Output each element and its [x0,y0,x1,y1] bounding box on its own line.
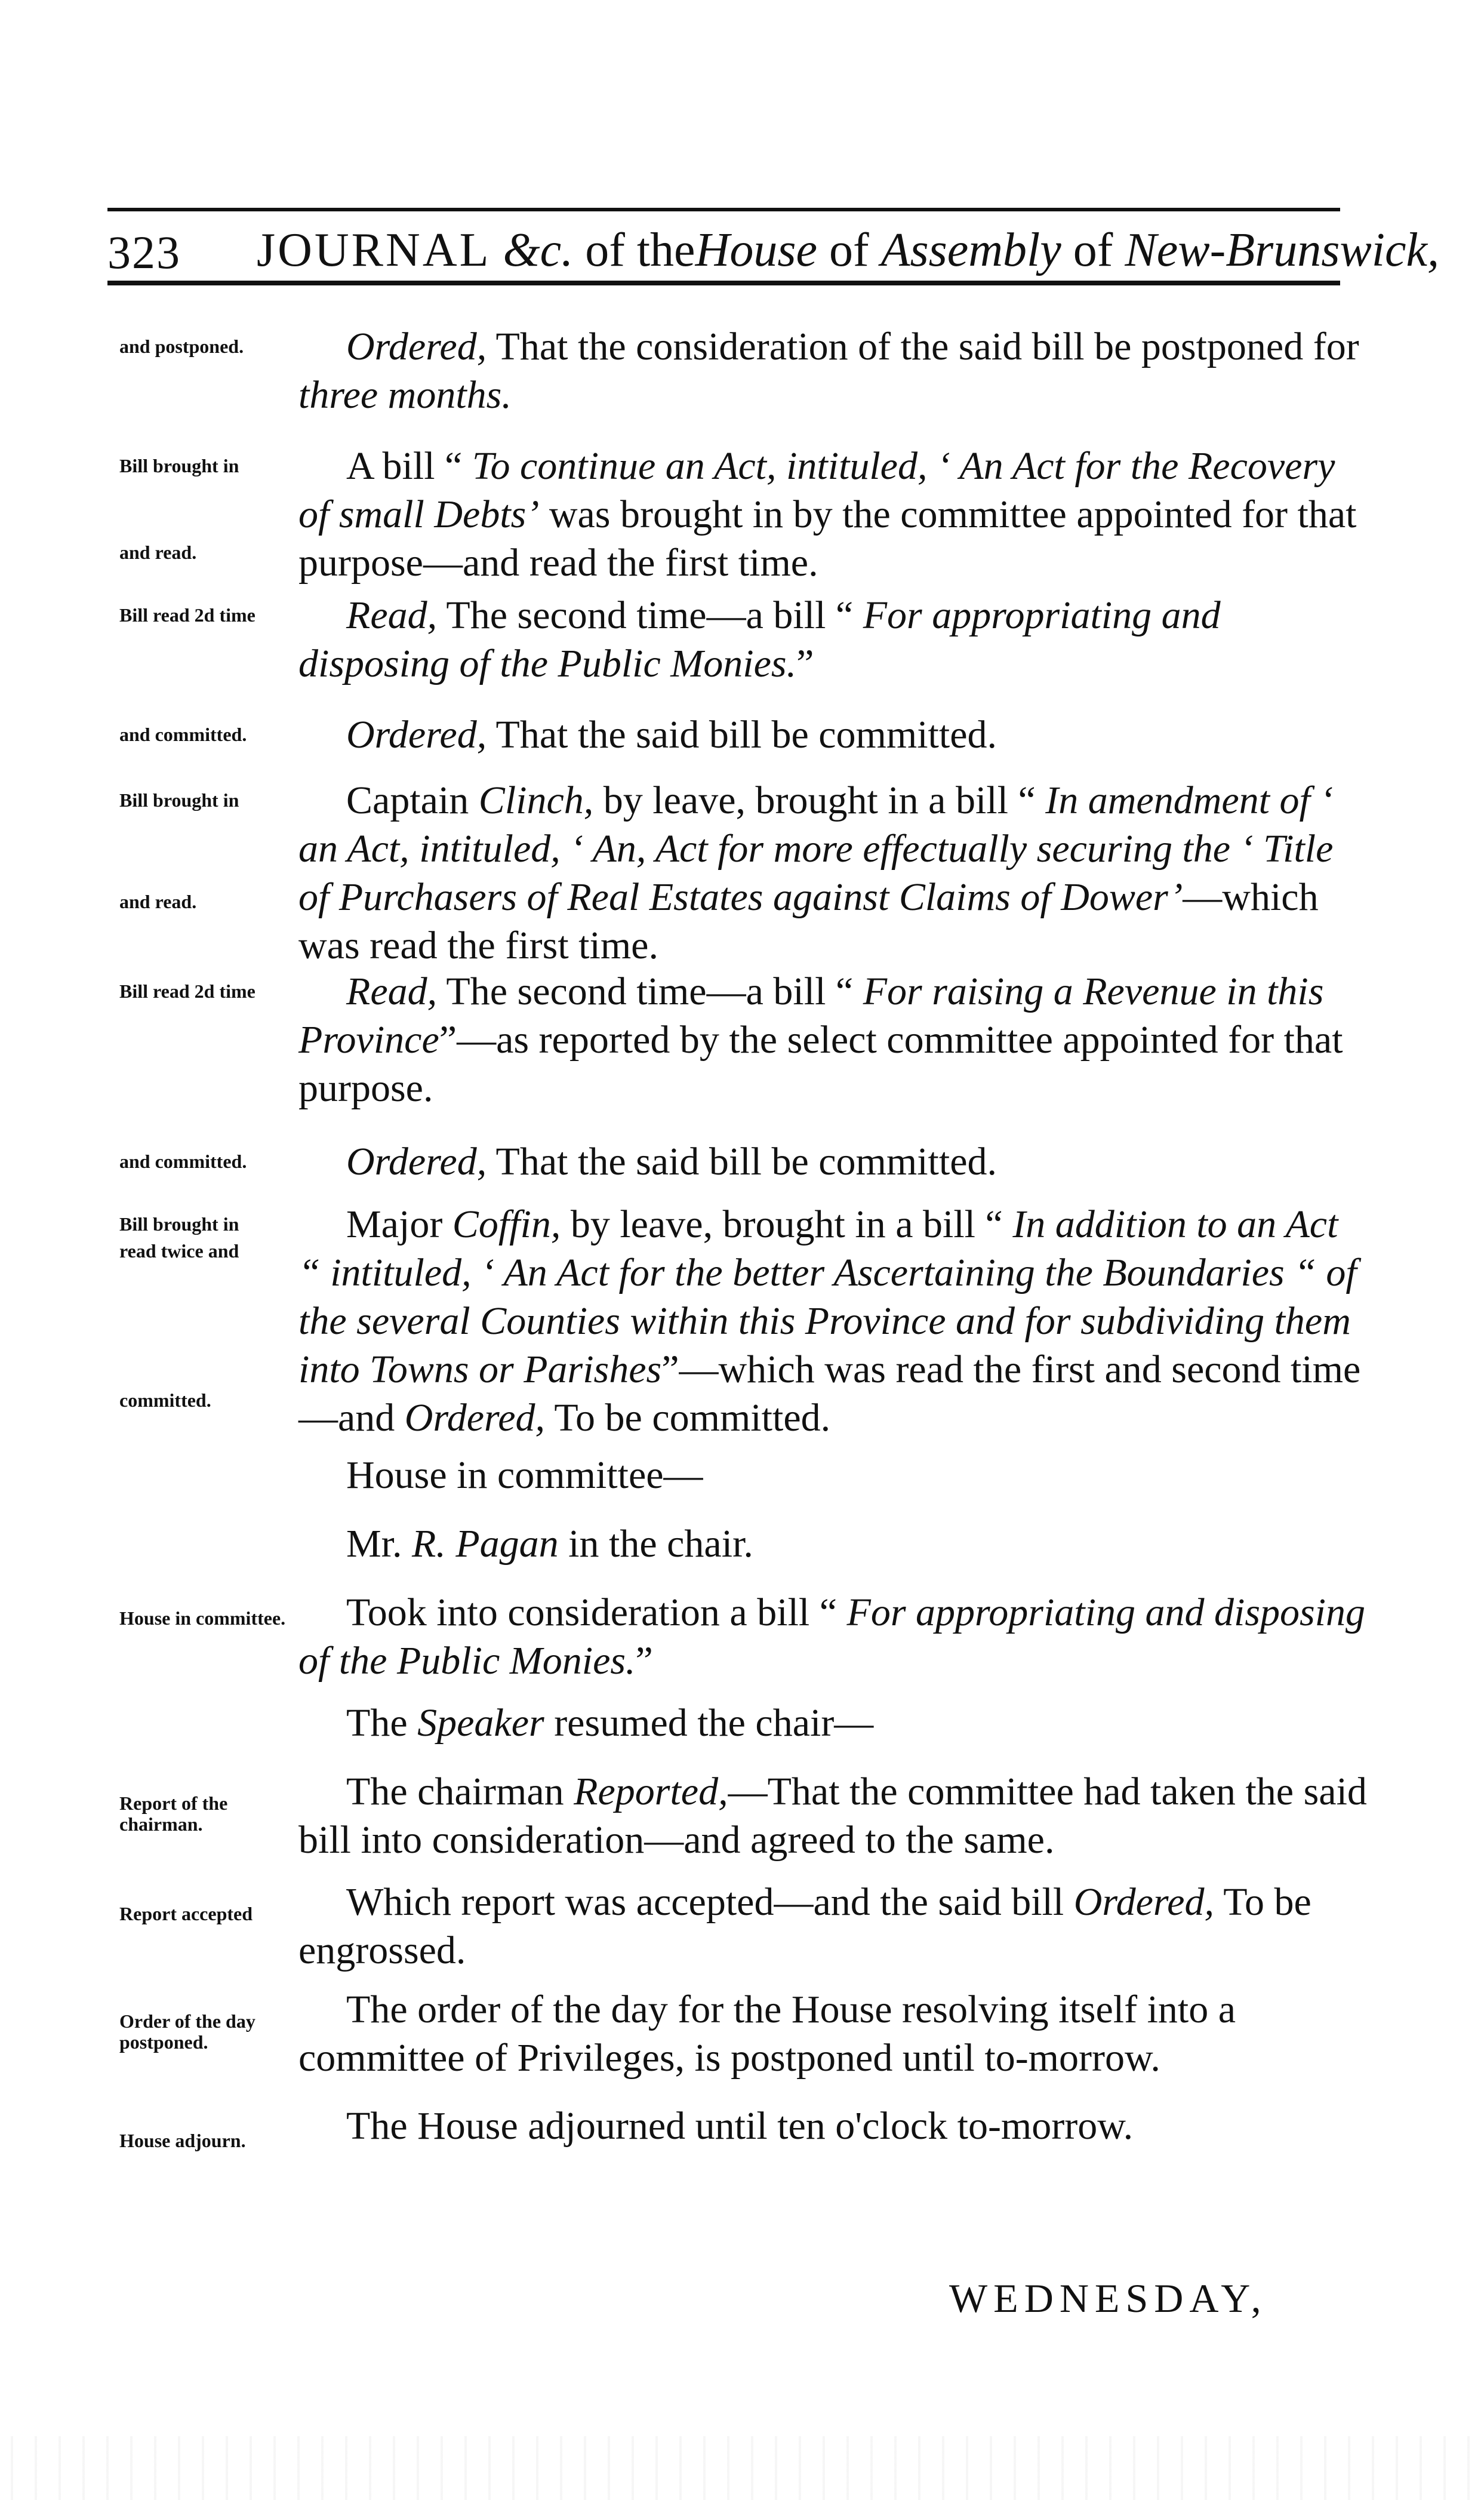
margin-note: postponed. [119,2031,208,2053]
entry-text [298,1451,1367,1499]
margin-note: committed. [119,1389,211,1411]
entry-text [298,1588,1367,1685]
text-run: ”—which was read the first and second time—and [298,1348,1361,1440]
text-run: The second time—a bill “ [437,594,863,637]
margin-note: Bill brought in [119,1213,239,1235]
entry-text [298,1137,1367,1186]
entry-text [298,1200,1367,1442]
italic-run: Reported, [574,1770,728,1813]
text-run: That the said bill be committed. [487,713,997,757]
margin-note: and postponed. [119,336,244,357]
margin-note: House adjourn. [119,2130,246,2151]
margin-note: Bill brought in [119,455,239,476]
text-run: That the said bill be committed. [487,1140,997,1183]
title-of-the: of the [585,224,695,276]
title-assembly: Assembly [880,224,1061,276]
italic-run: R. Pagan [412,1522,559,1566]
margin-note: read twice and [119,1240,239,1262]
entry-text [298,2102,1367,2150]
italic-run: In addition to an Act “ intituled, ‘ An Act for the better Ascertaining the Boundaries “ of the several Counties within this Province and for subdividing them into Towns or Parishes [298,1203,1357,1391]
text-run: was brought in by the committee appointed for that purpose—and read the first time. [298,493,1357,585]
text-run: To be engrossed. [298,1880,1311,1972]
italic-run: Ordered, [346,713,487,757]
italic-run: three months. [298,373,512,417]
title-province: New-Brunswick, [1125,224,1440,276]
italic-run: To continue an Act, intituled, ‘ An Act for the Recovery of small Debts’ [298,444,1335,536]
margin-note: and committed. [119,1151,247,1172]
italic-run: For appropriating and disposing of the Public Monies. [298,1591,1366,1683]
entry-text [298,776,1367,970]
header-bottom-rule [107,281,1340,285]
margin-note: and committed. [119,724,247,745]
page-edge-texture [0,2436,1484,2500]
italic-run: Ordered, [1073,1880,1214,1924]
text-run: The chairman [346,1770,574,1813]
entry-text [298,591,1367,688]
margin-note: Order of the day [119,2010,255,2032]
title-etc: &c. [503,224,574,276]
entry-text [298,322,1367,419]
italic-run: Coffin, [452,1203,561,1246]
italic-run: Read, [346,970,438,1013]
italic-run: Ordered, [346,325,487,368]
entry-text [298,442,1367,587]
entry-text [298,1699,1367,1747]
margin-note: Bill read 2d time [119,604,255,626]
text-run: resumed the chair— [544,1701,874,1745]
text-run: House in committee— [346,1453,703,1497]
text-run: Mr. [346,1522,412,1566]
italic-run: Clinch, [478,779,594,822]
title-journal: JOURNAL [257,224,491,276]
margin-note: and read. [119,542,197,563]
italic-run: Read, [346,594,438,637]
italic-run: For appropriating and disposing of the Public Monies. [298,594,1221,685]
text-run: Took into consideration a bill “ [346,1591,847,1634]
text-run: in the chair. [558,1522,753,1566]
entry-text [298,1767,1367,1864]
header-top-rule [107,208,1340,211]
text-run: That the consideration of the said bill be postponed for [487,325,1359,368]
margin-note: chairman. [119,1813,203,1835]
text-run: The [346,1701,418,1745]
italic-run: In amendment of ‘ an Act, intituled, ‘ An, Act for more effectually securing the ‘ Title of Purchasers of Real Estates against Claims of Dower’ [298,779,1334,919]
text-run: —which was read the first time. [298,875,1319,967]
title-of: of [829,224,869,276]
entry-text [298,1985,1367,2082]
text-run: —That the committee had taken the said bill into consideration—and agreed to the same. [298,1770,1367,1862]
running-title [257,223,1439,278]
margin-note: and read. [119,891,197,912]
italic-run: Ordered, [404,1396,546,1440]
text-run: ” [635,1639,653,1683]
margin-note: Report accepted [119,1903,253,1924]
margin-note: Bill brought in [119,789,239,811]
title-house: House [695,224,817,276]
page-number: 323 [107,226,181,278]
catchword: WEDNESDAY, [949,2275,1267,2321]
text-run: ” [796,642,814,685]
entry-text [298,1878,1367,1975]
entry-text [298,1520,1367,1568]
text-run: Major [346,1203,452,1246]
margin-note: Bill read 2d time [119,980,255,1002]
italic-run: Ordered, [346,1140,487,1183]
text-run: by leave, brought in a bill “ [593,779,1046,822]
running-header [107,222,1440,279]
text-run: by leave, brought in a bill “ [561,1203,1013,1246]
text-run: The second time—a bill “ [437,970,863,1013]
text-run: ”—as reported by the select committee appointed for that purpose. [298,1018,1343,1110]
text-run: A bill “ [346,444,472,488]
text-run: The order of the day for the House resolving itself into a committee of Privileges, is postponed until to-morrow. [298,1988,1236,2080]
text-run: Captain [346,779,479,822]
text-run: To be committed. [545,1396,831,1440]
margin-note: Report of the [119,1792,228,1814]
text-run: The House adjourned until ten o'clock to-morrow. [346,2104,1134,2148]
margin-note: House in committee. [119,1607,286,1629]
text-run: Which report was accepted—and the said bill [346,1880,1074,1924]
title-of-2: of [1073,224,1113,276]
entry-text [298,711,1367,759]
italic-run: For raising a Revenue in this Province [298,970,1324,1062]
italic-run: Speaker [417,1701,544,1745]
entry-text [298,967,1367,1112]
